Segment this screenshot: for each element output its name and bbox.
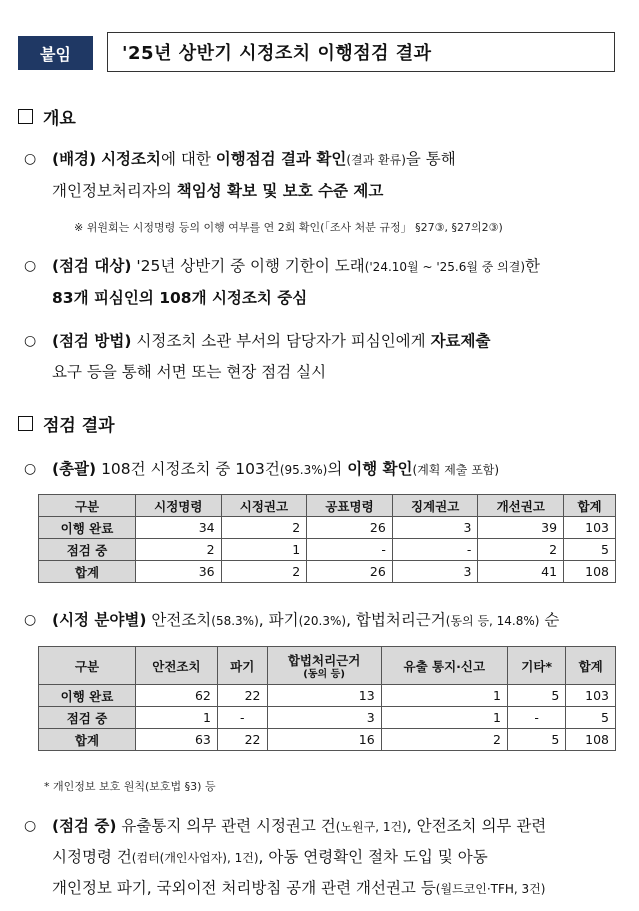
bullet-method: ○ (점검 방법) 시정조치 소관 부서의 담당자가 피심인에게 자료제출 요구 등을 통해 서면 또는 현장 점검 실시 xyxy=(24,326,624,388)
table-row: 이행 완료 34 2 26 3 39 103 xyxy=(39,517,616,539)
table-row: 점검 중 2 1 - - 2 5 xyxy=(39,539,616,561)
bullet-target: ○ (점검 대상) '25년 상반기 중 이행 기한이 도래('24.10월 ~ '25.6월 중 의결)한 83개 피심인의 108개 시정조치 중심 xyxy=(24,251,624,314)
bullet-by-field: ○ (시정 분야별) 안전조치(58.3%), 파기(20.3%), 합법처리근거(동의 등, 14.8%) 순 xyxy=(24,605,624,637)
field-table xyxy=(38,646,616,751)
circle-bullet-icon: ○ xyxy=(24,461,37,477)
table-row: 합계 36 2 26 3 41 108 xyxy=(39,561,616,583)
section-results-heading: 점검 결과 xyxy=(18,411,115,436)
checkbox-square-icon xyxy=(18,416,33,431)
table-header-row: 구분 시정명령 시정권고 공표명령 징계권고 개선권고 합계 xyxy=(39,495,616,517)
bullet-summary: ○ (총괄) 108건 시정조치 중 103건(95.3%)의 이행 확인(계획 제출 포함) xyxy=(24,454,624,486)
circle-bullet-icon: ○ xyxy=(24,612,37,628)
circle-bullet-icon: ○ xyxy=(24,818,37,834)
page-title: '25년 상반기 시정조치 이행점검 결과 xyxy=(107,32,615,72)
footnote-other: * 개인정보 보호 원칙(보호법 §3) 등 xyxy=(44,780,216,793)
table-row: 합계 63 22 16 2 5 108 xyxy=(39,729,616,751)
circle-bullet-icon: ○ xyxy=(24,333,37,349)
title-bar xyxy=(18,32,617,74)
section-overview-heading: 개요 xyxy=(18,104,76,129)
circle-bullet-icon: ○ xyxy=(24,258,37,274)
circle-bullet-icon: ○ xyxy=(24,151,37,167)
bullet-in-progress: ○ (점검 중) 유출통지 의무 관련 시정권고 건(노원구, 1건), 안전조치 의무 관련 시정명령 건(컴터(개인사업자), 1건), 아동 연령확인 절차 도입 및 아동 개인정보 파기, 국외이전 처리방침 공개 관련 개선권고 등(월드코인·TFH, 3건) xyxy=(24,811,624,904)
note-review-frequency: ※ 위원회는 시정명령 등의 이행 여부를 연 2회 확인(「조사 처분 규정」 §27③, §27의2③) xyxy=(74,221,503,234)
table-header-row: 구분 안전조치 파기 합법처리근거 (동의 등) 유출 통지·신고 기타* 합계 xyxy=(39,647,616,685)
table-row: 점검 중 1 - 3 1 - 5 xyxy=(39,707,616,729)
summary-table xyxy=(38,494,616,583)
bullet-background: ○ (배경) 시정조치에 대한 이행점검 결과 확인(결과 환류)을 통해 개인정보처리자의 책임성 확보 및 보호 수준 제고 xyxy=(24,144,624,207)
checkbox-square-icon xyxy=(18,109,33,124)
table-row: 이행 완료 62 22 13 1 5 103 xyxy=(39,685,616,707)
attachment-badge: 붙임 xyxy=(18,36,93,70)
